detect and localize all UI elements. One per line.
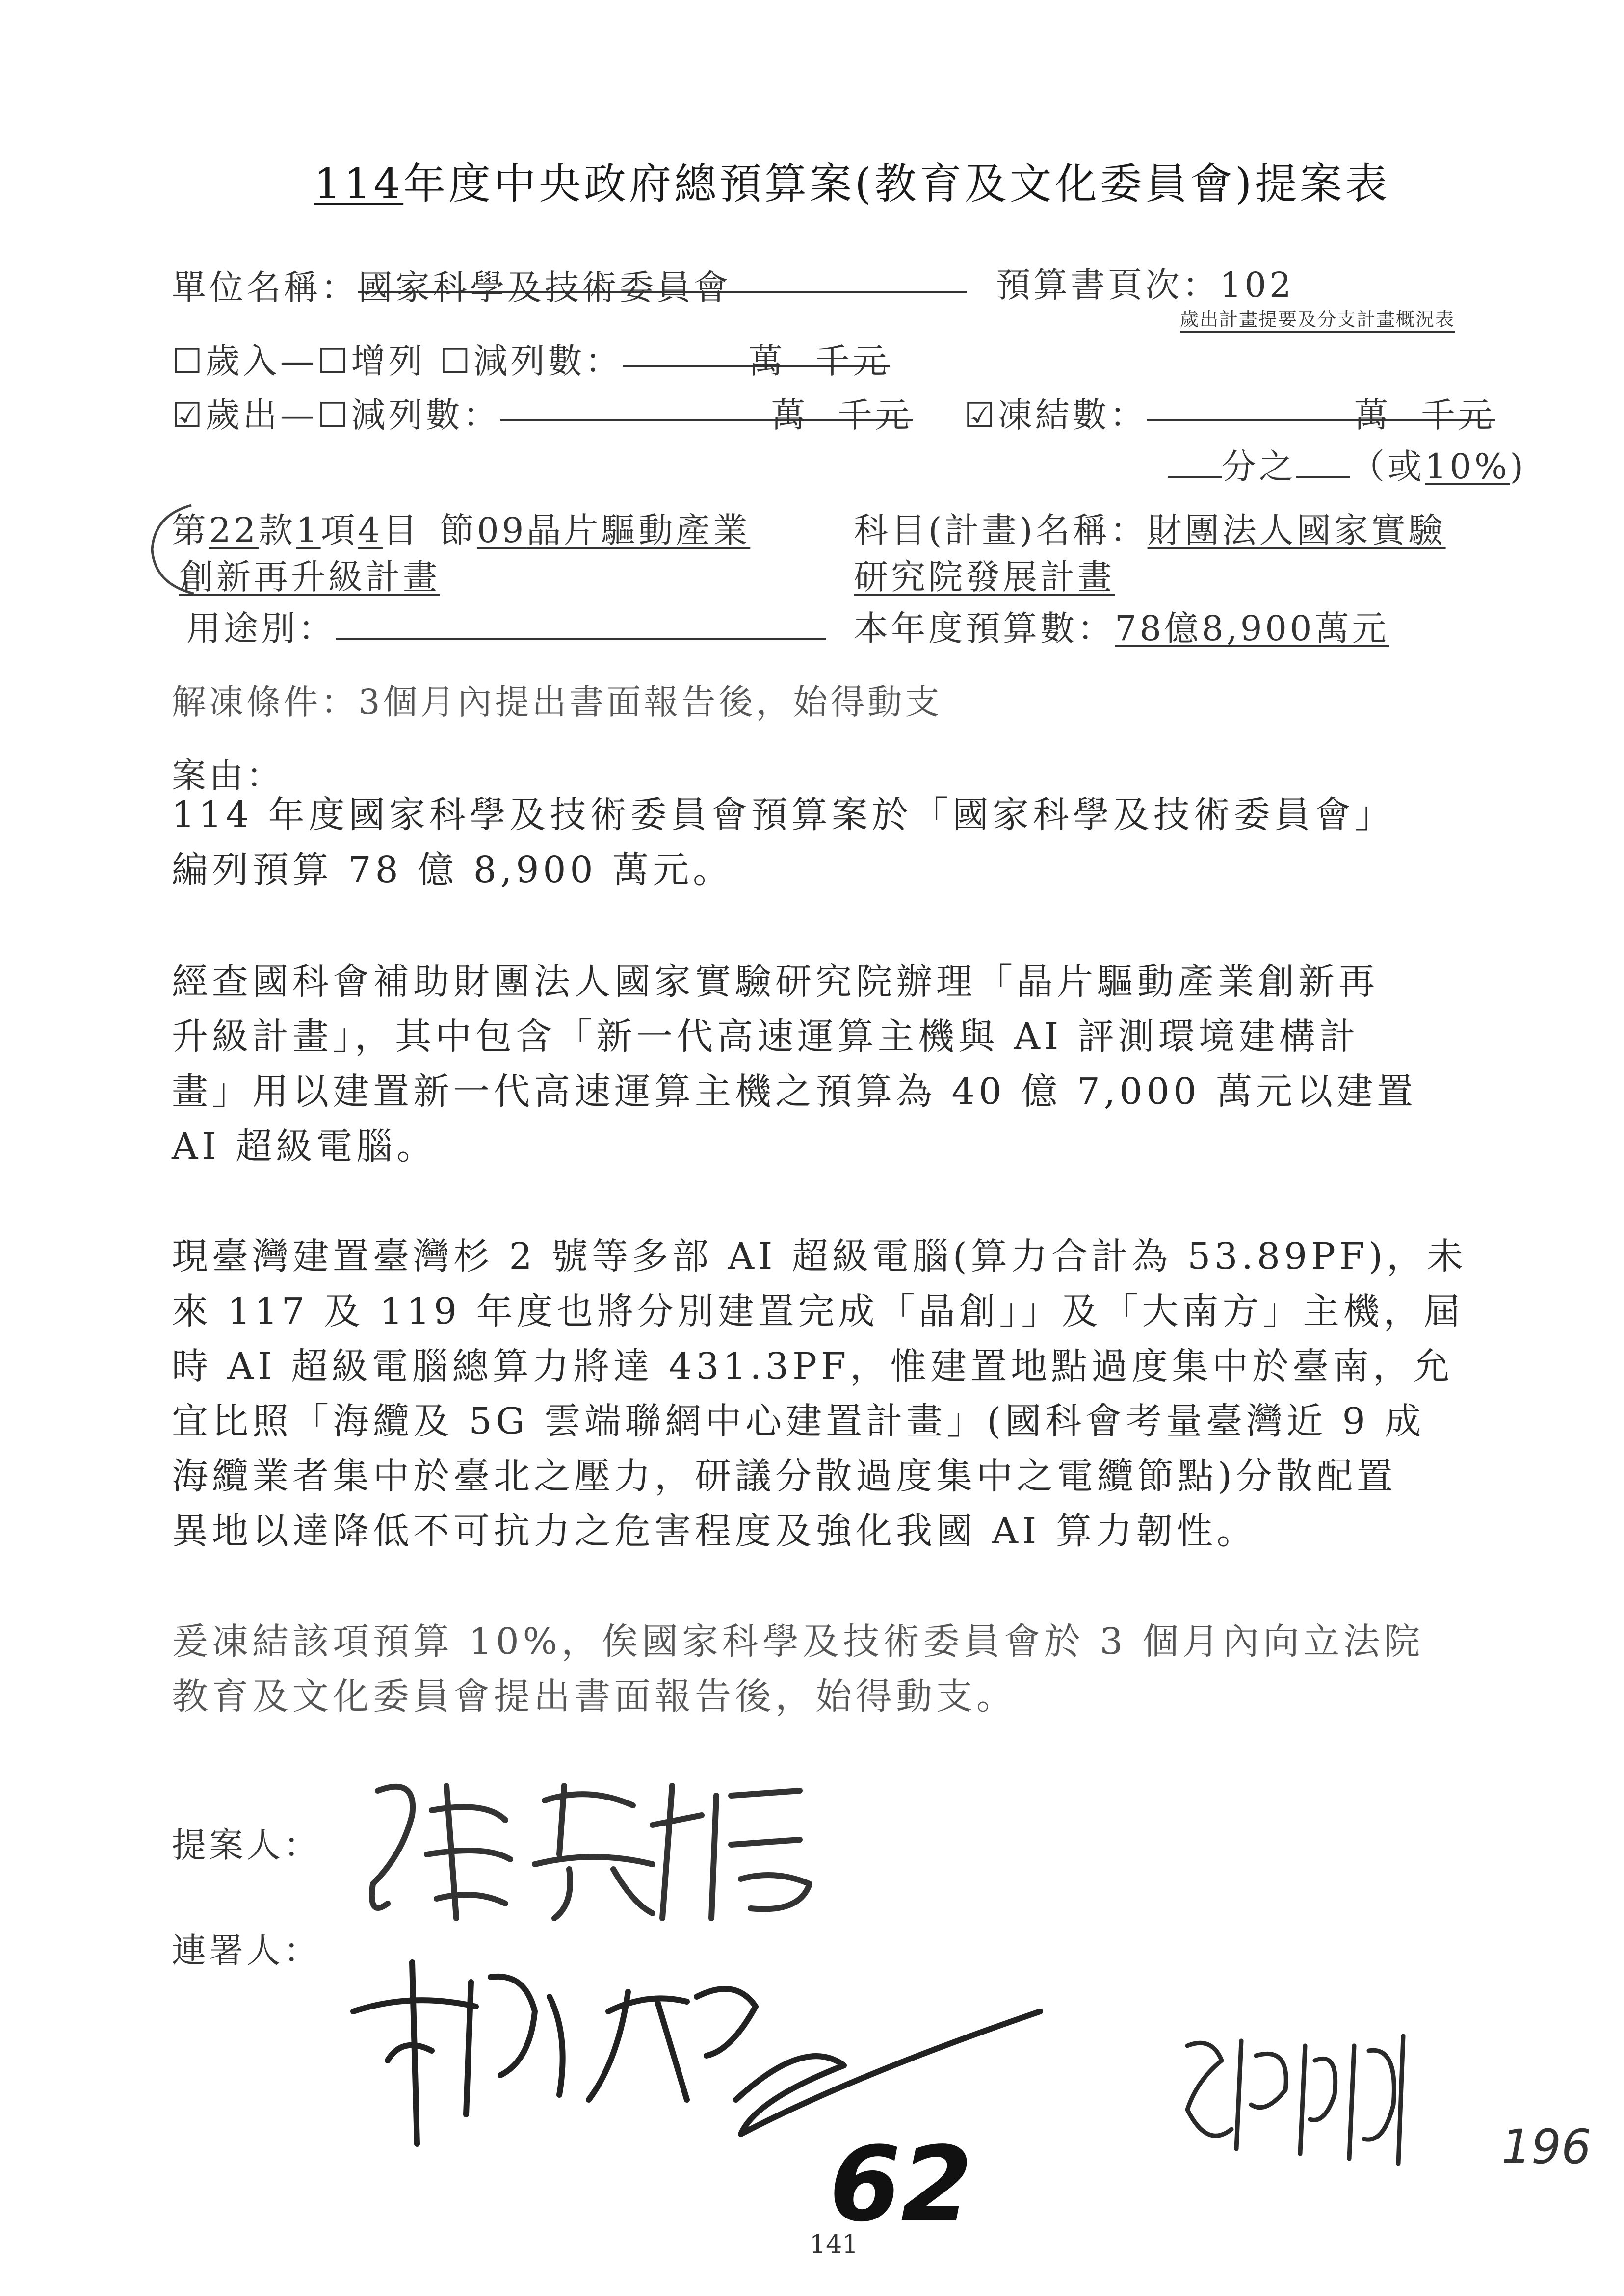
freeze-row	[964, 388, 1495, 437]
budget-page-label: 預算書頁次：	[996, 265, 1220, 305]
unit-value: 國家科學及技術委員會	[358, 260, 967, 293]
handwritten-page-mark: 196	[1501, 2119, 1592, 2174]
budget-page-value: 102	[1220, 265, 1294, 305]
paragraph-1: 114 年度國家科學及技術委員會預算案於「國家科學及技術委員會」 編列預算 78 億 8,900 萬元。	[172, 794, 1395, 891]
subject-label: 科目(計畫)名稱：	[854, 510, 1148, 550]
freeze-blank: 萬 千元	[1147, 388, 1495, 421]
unit-label: 單位名稱：	[172, 267, 358, 308]
item-row: 第22款1項4目 節09晶片驅動產業	[172, 510, 751, 550]
expense-row	[172, 388, 913, 437]
item-xiang: 1	[296, 510, 321, 550]
subject-value-2: 研究院發展計畫	[854, 557, 1115, 597]
revenue-text: ☐歲入—☐增列 ☐減列數：	[172, 341, 623, 381]
fraction-sep: 分之	[1222, 446, 1296, 487]
annual-value: 78億8,900萬元	[1115, 608, 1389, 649]
item-name-1: 晶片驅動產業	[526, 510, 751, 550]
unfreeze-condition: 解凍條件：3個月內提出書面報告後，始得動支	[172, 682, 943, 722]
cosigner-signature-2	[1168, 2016, 1423, 2173]
usage-label: 用途別：	[186, 608, 336, 649]
budget-page-note: 歲出計畫提要及分支計畫概況表	[1180, 309, 1455, 330]
paragraph-4: 爰凍結該項預算 10%，俟國家科學及技術委員會於 3 個月內向立法院 教育及文化委員會提出書面報告後，始得動支。	[172, 1620, 1424, 1718]
budget-page-row	[996, 258, 1294, 307]
revenue-row	[172, 334, 890, 383]
expense-blank: 萬 千元	[500, 388, 913, 421]
footer-page-number: 141	[810, 2230, 859, 2259]
usage-row	[186, 601, 826, 651]
item-mu: 4	[358, 510, 383, 550]
fraction-row: 分之 （或10%)	[1168, 439, 1526, 489]
fraction-pct: 10%	[1425, 446, 1510, 487]
handwritten-number: 62	[829, 2124, 973, 2244]
item-name-2: 創新再升級計畫	[179, 557, 440, 597]
title-text: 年度中央政府總預算案(教育及文化委員會)提案表	[403, 159, 1390, 209]
paragraph-3: 現臺灣建置臺灣杉 2 號等多部 AI 超級電腦(算力合計為 53.89PF)，未 來 117 及 119 年度也將分別建置完成「晶創」」及「大南方」主機，屆 時 AI 超級電腦總算力將達 431.3PF，惟建置地點過度集中於臺南，允 宜比照「海纜及 5G 雲端聯網中心建置計畫」(國科會考量臺灣近 9 成 海纜業者集中於臺北之壓力，研議分散過度集中之電纜節點)分散配置 異地以達降低不可抗力之危害程度及強化我國 AI 算力韌性。	[172, 1235, 1467, 1552]
annual-label: 本年度預算數：	[854, 608, 1115, 649]
unit-row	[172, 260, 967, 310]
proposer-signature	[358, 1756, 873, 1962]
freeze-label: ☑凍結數：	[964, 395, 1147, 435]
expense-text: ☑歲出—☐減列數：	[172, 395, 500, 435]
paragraph-2: 經查國科會補助財團法人國家實驗研究院辦理「晶片驅動產業創新再 升級計畫」，其中包含「新一代高速運算主機與 AI 評測環境建構計 畫」用以建置新一代高速運算主機之預算為 40 億 7,000 萬元以建置 AI 超級電腦。	[172, 961, 1417, 1168]
subject-row	[854, 503, 1446, 552]
item-code: 09	[477, 510, 527, 550]
title-year: 114	[314, 159, 404, 209]
annual-row	[854, 601, 1389, 651]
reason-label: 案由：	[172, 756, 284, 796]
fraction-or: （或	[1350, 446, 1425, 487]
page-title	[314, 150, 1390, 210]
revenue-blank: 萬 千元	[623, 334, 890, 367]
cosigner-label: 連署人：	[172, 1931, 321, 1971]
proposer-label: 提案人：	[172, 1825, 321, 1865]
subject-value-1: 財團法人國家實驗	[1147, 510, 1446, 550]
item-kuan: 22	[209, 510, 259, 550]
